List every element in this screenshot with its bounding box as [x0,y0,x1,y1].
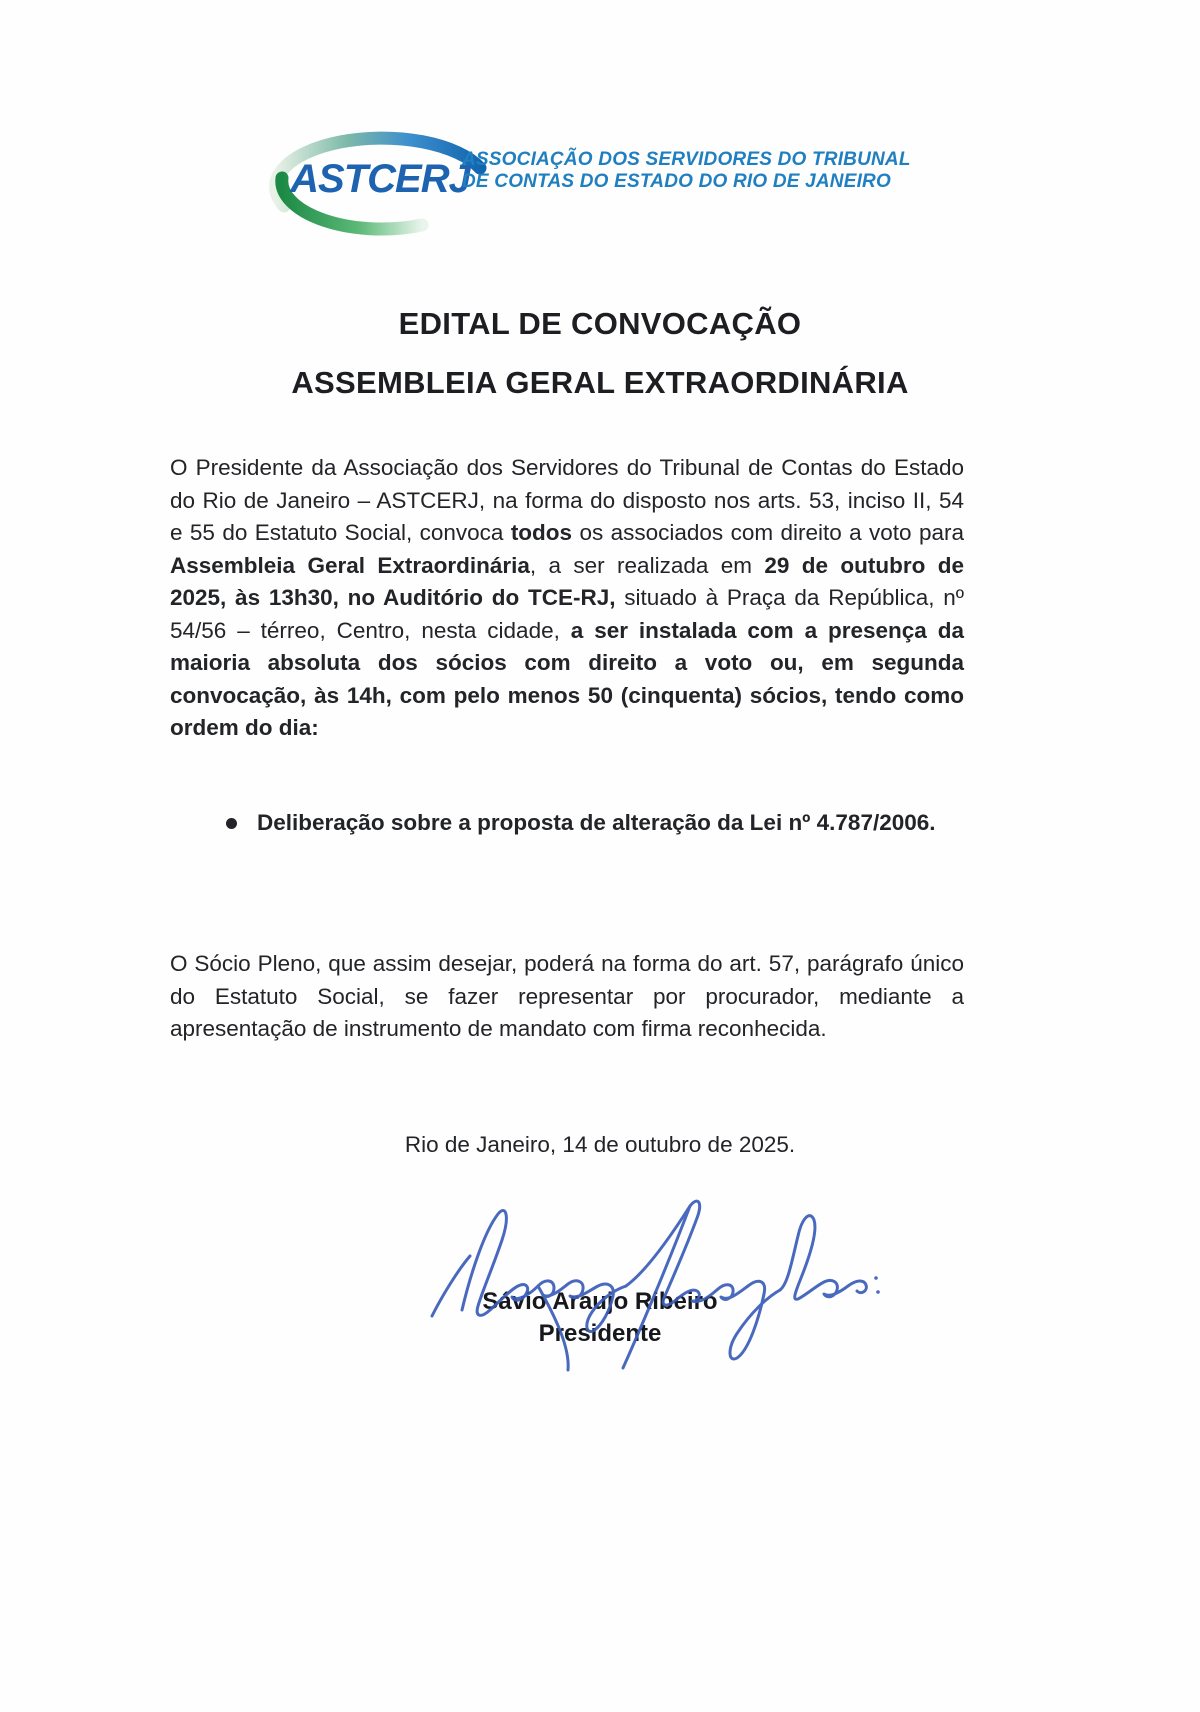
bullet-icon [226,818,237,829]
signer-role: Presidente [538,1320,662,1347]
logo-wordmark: ASTCERJ [290,157,470,201]
proxy-paragraph: O Sócio Pleno, que assim desejar, poderá na forma do art. 57, parágrafo único do Estatuto Social, se fazer representar por procurador, mediante a apresentação de instrumento de mandato com firma reconhecida. [170,951,964,1041]
org-name-line1: ASSOCIAÇÃO DOS SERVIDORES DO TRIBUNAL [462,149,911,170]
agenda-item [226,810,966,836]
org-name-line2: DE CONTAS DO ESTADO DO RIO DE JANEIRO [462,171,891,192]
date-line: Rio de Janeiro, 14 de outubro de 2025. [404,1132,796,1157]
document-title-line2: ASSEMBLEIA GERAL EXTRAORDINÁRIA [291,365,909,400]
agenda-item-text: Deliberação sobre a proposta de alteração da Lei nº 4.787/2006. [257,810,936,835]
signer-name: Sávio Araujo Ribeiro [482,1288,718,1315]
convocation-paragraph: O Presidente da Associação dos Servidores do Tribunal de Contas do Estado do Rio de Janeiro – ASTCERJ, na forma do disposto nos arts. 53, inciso II, 54 e 55 do Estatuto Social, convoca todos os associados com direito a voto para Assembleia Geral Extraordinária, a ser realizada em 29 de outubro de 2025, às 13h30, no Auditório do TCE-RJ, situado à Praça da República, nº 54/56 – térreo, Centro, nesta cidade, a ser instalada com a presença da maioria absoluta dos sócios com direito a voto ou, em segunda convocação, às 14h, com pelo menos 50 (cinquenta) sócios, tendo como ordem do dia: [170,455,965,740]
org-name [462,149,911,193]
document-title-line1: EDITAL DE CONVOCAÇÃO [398,306,802,341]
